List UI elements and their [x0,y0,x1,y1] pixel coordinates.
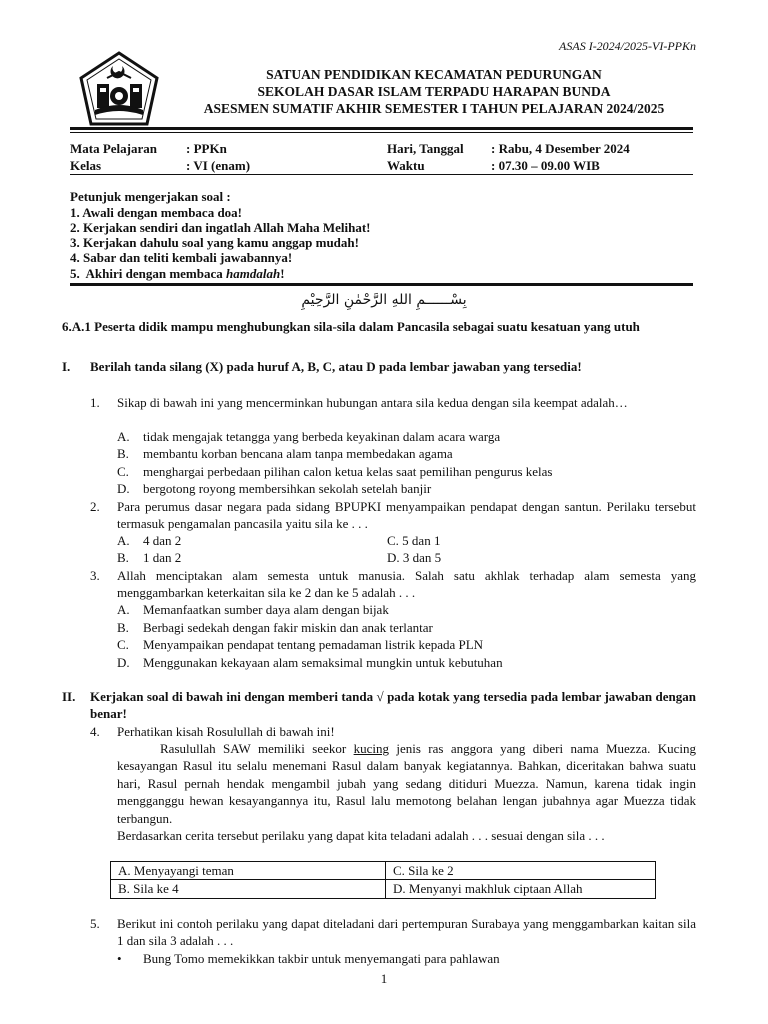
question-text: Allah menciptakan alam semesta untuk manusia. Salah satu akhlak terhadap alam semesta yang menggambarkan keterkaitan sila ke 2 dan ke 5 adalah . . . [117,568,696,601]
option-text: Menggunakan kekayaan alam semaksimal mungkin untuk kebutuhan [143,655,503,670]
option-letter: D. [117,655,130,670]
question-text: Berikut ini contoh perilaku yang dapat diteladani dari pertempuran Surabaya yang menggambarkan kaitan sila 1 dan sila 3 adalah . . . [117,916,696,949]
bullet-text: Bung Tomo memekikkan takbir untuk menyemangati para pahlawan [143,951,500,966]
option-text: C. 5 dan 1 [387,533,441,548]
subject-label: Mata Pelajaran [70,141,158,156]
question-number: 3. [90,568,100,583]
learning-objective: 6.A.1 Peserta didik mampu menghubungkan sila-sila dalam Pancasila sebagai suatu kesatuan yang utuh [62,319,640,334]
option-text: D. 3 dan 5 [387,550,442,565]
answer-table [110,861,656,899]
instruction-item: 4. Sabar dan teliti kembali jawabannya! [70,250,293,265]
option-text: tidak mengajak tetangga yang berbeda keyakinan dalam acara warga [143,429,501,444]
header-rule [70,127,693,130]
option-text: 1 dan 2 [143,550,182,565]
option-letter: B. [117,550,129,565]
option-letter: D. [117,481,130,496]
basmalah: بِسْــــــمِ اللهِ الرَّحْمٰنِ الرَّحِيْمِ [301,292,467,308]
time-value: : 07.30 – 09.00 WIB [491,158,600,174]
instruction-item: 3. Kerjakan dahulu soal yang kamu anggap mudah! [70,235,359,250]
section-number: II. [62,689,76,704]
question-text: Berdasarkan cerita tersebut perilaku yang dapat kita teladani adalah . . . sesuai dengan sila . . . [117,828,605,843]
instruction-item: 1. Awali dengan membaca doa! [70,205,243,220]
question-intro: Perhatikan kisah Rosulullah di bawah ini! [117,724,335,739]
section-title: Berilah tanda silang (X) pada huruf A, B, C, atau D pada lembar jawaban yang tersedia! [90,359,582,374]
question-number: 5. [90,916,100,931]
question-number: 1. [90,395,100,410]
bullet-icon: • [117,951,122,966]
table-cell: C. Sila ke 2 [386,862,656,880]
option-letter: C. [117,464,129,479]
table-cell: D. Menyanyi makhluk ciptaan Allah [386,880,656,898]
instruction-item: 2. Kerjakan sendiri dan ingatlah Allah Maha Melihat! [70,220,371,235]
story-text: Rasulullah SAW memiliki seekor kucing jenis ras anggora yang diberi nama Muezza. Kucing kesayangan Rasul itu selalu menemani Rasul dalam banyak kegiatannya. Bahkan, diceritakan bahwa suatu hari, Rasul pernah hendak mengambil jubah yang sedang ditiduri Muezza. Namun, karena tidak ingin mengganggu hewan kesayangannya itu, Rasul lalu memotong belahan lengan jubahnya agar Muezza tidak terbangun. [117,741,697,826]
option-letter: B. [117,446,129,461]
table-row [111,880,656,898]
table-row [111,862,656,880]
class-value: : VI (enam) [186,158,251,174]
instructions-rule [70,283,693,286]
header-line-3: ASESMEN SUMATIF AKHIR SEMESTER I TAHUN PELAJARAN 2024/2025 [203,101,665,116]
subject-value: : PPKn [186,141,227,156]
instruction-item: 5. Akhiri dengan membaca hamdalah! [70,266,285,281]
option-text: Memanfaatkan sumber daya alam dengan bijak [143,602,389,617]
instructions-title: Petunjuk mengerjakan soal : [70,189,231,204]
option-letter: C. [117,637,129,652]
hamdalah-text: hamdalah [226,266,281,281]
day-value: : Rabu, 4 Desember 2024 [491,141,630,156]
option-text: bergotong royong membersihkan sekolah setelah banjir [143,481,432,496]
question-text: Sikap di bawah ini yang mencerminkan hubungan antara sila kedua dengan sila keempat adalah… [117,395,628,410]
option-letter: A. [117,602,130,617]
option-text: menghargai perbedaan pilihan calon ketua kelas saat pemilihan pengurus kelas [143,464,553,479]
option-letter: A. [117,533,130,548]
document-code: ASAS I-2024/2025-VI-PPKn [559,39,696,53]
table-cell: A. Menyayangi teman [111,862,386,880]
option-letter: A. [117,429,130,444]
time-label: Waktu [387,158,425,174]
question-number: 4. [90,724,100,739]
option-letter: B. [117,620,129,635]
header-rule-thin [70,132,693,133]
school-logo [77,50,162,128]
option-text: Berbagi sedekah dengan fakir miskin dan anak terlantar [143,620,433,635]
info-rule [70,174,693,175]
table-cell: B. Sila ke 4 [111,880,386,898]
question-text: Para perumus dasar negara pada sidang BPUPKI menyampaikan pendapat dengan santun. Perilaku tersebut termasuk pengamalan pancasila yaitu sila ke . . . [117,499,696,532]
section-title: Kerjakan soal di bawah ini dengan memberi tanda √ pada kotak yang tersedia pada lembar jawaban dengan benar! [90,689,696,722]
page-number: 1 [380,971,388,986]
question-number: 2. [90,499,100,514]
class-label: Kelas [70,158,102,174]
day-label: Hari, Tanggal [387,141,464,156]
section-number: I. [62,359,71,374]
option-text: membantu korban bencana alam tanpa membedakan agama [143,446,453,461]
exam-info [70,140,630,175]
option-text: 4 dan 2 [143,533,182,548]
option-text: Menyampaikan pendapat tentang pemadaman listrik kepada PLN [143,637,484,652]
header-line-1: SATUAN PENDIDIKAN KECAMATAN PEDURUNGAN [266,67,602,82]
underlined-word: kucing [353,741,389,756]
header-line-2: SEKOLAH DASAR ISLAM TERPADU HARAPAN BUNDA [257,84,611,99]
